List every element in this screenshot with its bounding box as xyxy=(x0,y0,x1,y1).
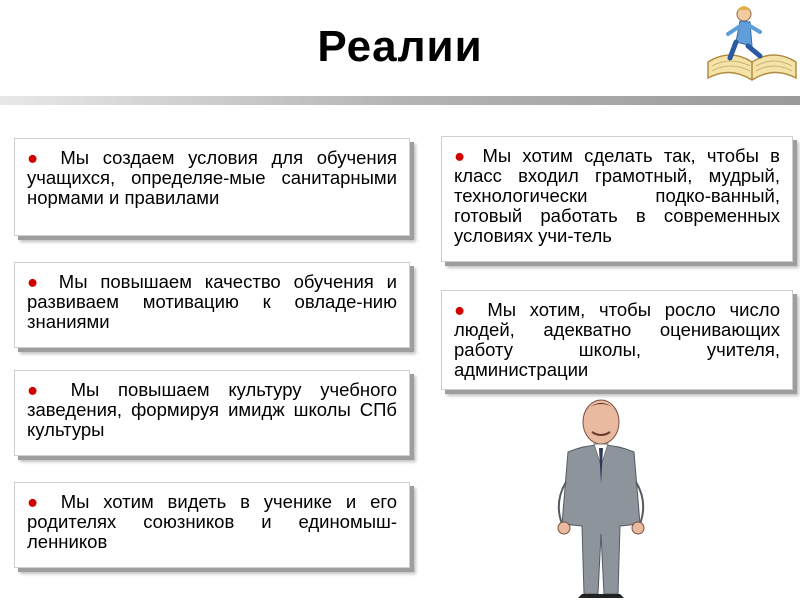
box-text: Мы хотим, чтобы росло число людей, адекватно оценивающих работу школы, учителя, администрации xyxy=(454,299,780,380)
box-text: Мы повышаем культуру учебного заведения, формируя имидж школы СПб культуры xyxy=(27,379,397,440)
book-reader-icon xyxy=(700,0,800,92)
box-text: Мы хотим сделать так, чтобы в класс входил грамотный, мудрый, технологически подко-ванный, готовый работать в современных условиях учи-тель xyxy=(454,145,780,246)
left-box-2 xyxy=(14,262,410,348)
businessman-icon xyxy=(546,394,656,600)
slide-title: Реалии xyxy=(317,22,483,71)
bullet-icon: ● xyxy=(27,491,47,512)
bullet-icon: ● xyxy=(454,299,474,320)
bullet-icon: ● xyxy=(454,145,472,166)
title-divider xyxy=(0,96,800,105)
box-text: Мы создаем условия для обучения учащихся, определяе-мые санитарными нормами и правилами xyxy=(27,147,397,208)
bullet-icon: ● xyxy=(27,271,46,292)
left-box-1 xyxy=(14,138,410,236)
box-text: Мы повышаем качество обучения и развиваем мотивацию к овладе-нию знаниями xyxy=(27,271,398,332)
right-box-2 xyxy=(441,290,793,390)
bullet-icon: ● xyxy=(27,147,47,168)
bullet-icon: ● xyxy=(27,379,52,400)
left-box-4 xyxy=(14,482,410,568)
left-box-3 xyxy=(14,370,410,456)
box-text: Мы хотим видеть в ученике и его родителях союзников и единомыш-ленников xyxy=(27,491,398,552)
right-box-1 xyxy=(441,136,793,262)
